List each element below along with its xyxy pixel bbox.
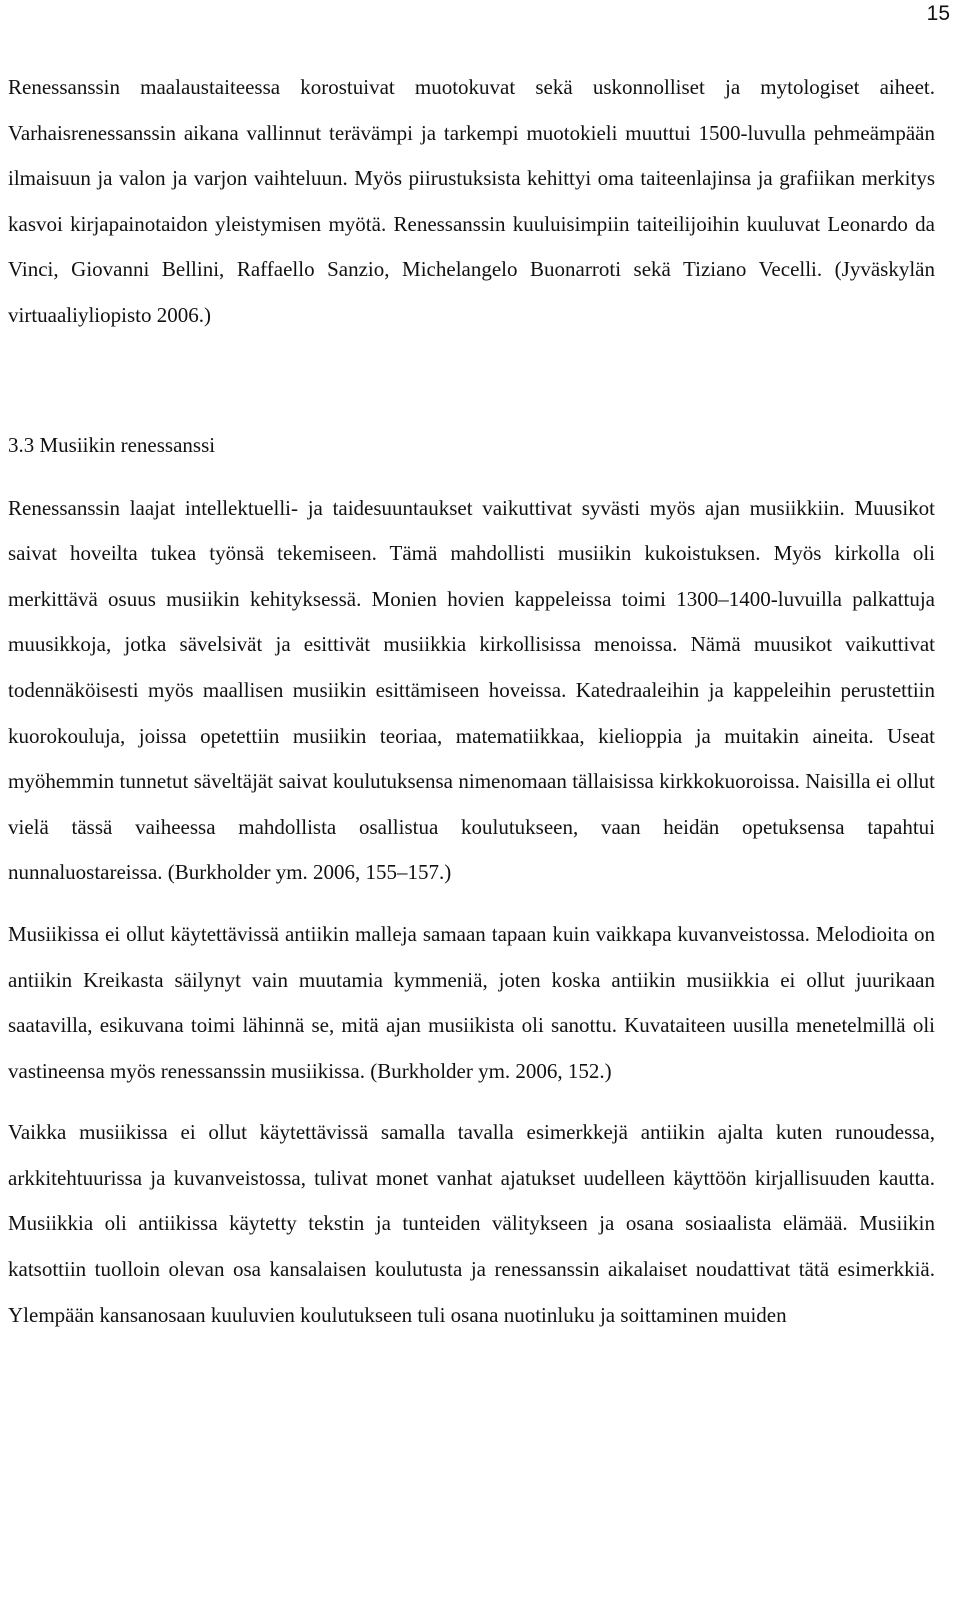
- section-heading: 3.3 Musiikin renessanssi: [8, 432, 216, 457]
- paragraph-antique-models: Musiikissa ei ollut käytettävissä antiikin malleja samaan tapaan kuin vaikkapa kuvanveistossa. Melodioita on antiikin Kreikasta säilynyt vain muutamia kymmeniä, joten koska antiikin musiikkia ei ollut juurikaan saatavilla, esikuvana toimi lähinnä se, mitä ajan musiikista oli sanottu. Kuvataiteen uusilla menetelmillä oli vastineensa myös renessanssin musiikissa. (Burkholder ym. 2006, 152.): [8, 921, 935, 1083]
- paragraph-music-education: Vaikka musiikissa ei ollut käytettävissä samalla tavalla esimerkkejä antiikin ajalta kuten runoudessa, arkkitehtuurissa ja kuvanveistossa, tulivat monet vanhat ajatukset uudelleen käyttöön kirjallisuuden kautta. Musiikkia oli antiikissa käytetty tekstin ja tunteiden välitykseen ja osana sosiaalista elämää. Musiikin katsottiin tuolloin olevan osa kansalaisen koulutusta ja renessanssin aikalaiset noudattivat tätä esimerkkiä. Ylempään kansanosaan kuuluvien koulutukseen tuli osana nuotinluku ja soittaminen muiden: [8, 1120, 935, 1327]
- paragraph-music-renaissance: Renessanssin laajat intellektuelli- ja taidesuuntaukset vaikuttivat syvästi myös ajan musiikkiin. Muusikot saivat hoveilta tukea työnsä tekemiseen. Tämä mahdollisti musiikin kukoistuksen. Myös kirkolla oli merkittävä osuus musiikin kehityksessä. Monien hovien kappeleissa toimi 1300–1400-luvuilla palkattuja muusikkoja, jotka sävelsivät ja esittivät musiikkia kirkollisissa menoissa. Nämä muusikot vaikuttivat todennäköisesti myös maallisen musiikin esittämiseen hoveissa. Katedraaleihin ja kappeleihin perustettiin kuorokouluja, joissa opetettiin musiikin teoriaa, matematiikkaa, kielioppia ja muitakin aineita. Useat myöhemmin tunnetut säveltäjät saivat koulutuksensa nimenomaan tällaisissa kirkkokuoroissa. Naisilla ei ollut vielä tässä vaiheessa mahdollista osallistua koulutukseen, vaan heidän opetuksensa tapahtui nunnaluostareissa. (Burkholder ym. 2006, 155–157.): [8, 495, 935, 885]
- page-number: 15: [926, 2, 950, 25]
- paragraph-renaissance-painting: Renessanssin maalaustaiteessa korostuivat muotokuvat sekä uskonnolliset ja mytologiset aiheet. Varhaisrenessanssin aikana vallinnut terävämpi ja tarkempi muotokieli muuttui 1500-luvulla pehmeämpään ilmaisuun ja valon ja varjon vaihteluun. Myös piirustuksista kehittyi oma taiteenlajinsa ja grafiikan merkitys kasvoi kirjapainotaidon yleistymisen myötä. Renessanssin kuuluisimpiin taiteilijoihin kuuluvat Leonardo da Vinci, Giovanni Bellini, Raffaello Sanzio, Michelangelo Buonarroti sekä Tiziano Vecelli. (Jyväskylän virtuaaliyliopisto 2006.): [8, 75, 935, 327]
- document-body: [8, 65, 935, 1338]
